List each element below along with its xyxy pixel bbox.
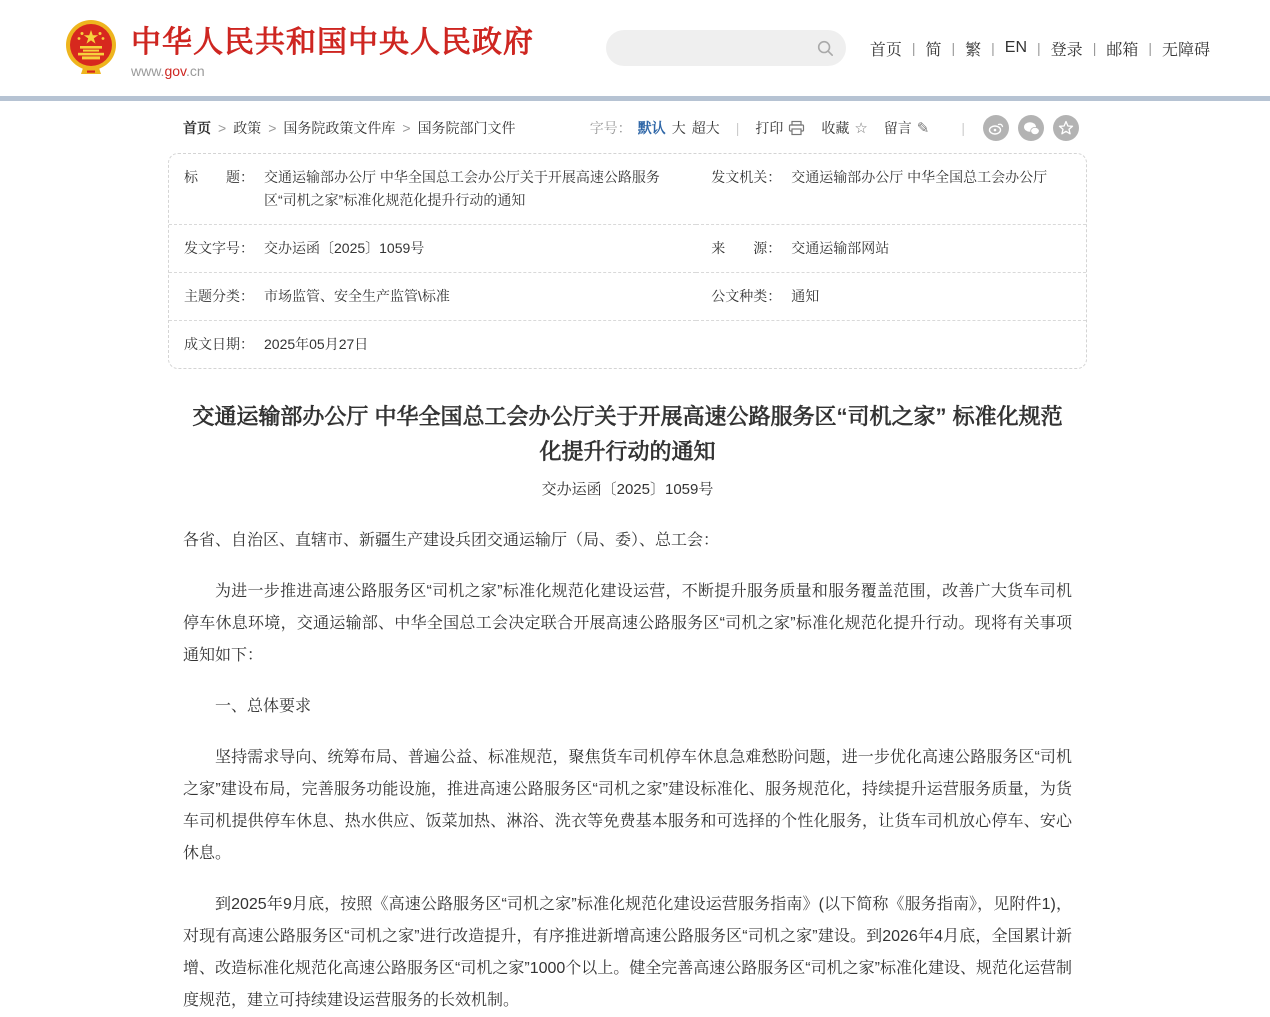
- toolbar-separator: |: [735, 120, 740, 136]
- fontsize-xlarge-button[interactable]: 超大: [691, 120, 720, 136]
- fontsize-label: 字号：: [589, 120, 632, 136]
- site-header: [0, 0, 1270, 96]
- meta-label: 主题分类：: [184, 288, 254, 304]
- top-nav: [870, 37, 1210, 60]
- fontsize-default-button[interactable]: 默认: [637, 120, 666, 136]
- meta-value: 通知: [791, 288, 820, 304]
- paragraph: 为进一步推进高速公路服务区“司机之家”标准化规范化建设运营，不断提升服务质量和服务覆盖范围，改善广大货车司机停车休息环境，交通运输部、中华全国总工会决定联合开展高速公路服务区“司机之家”标准化规范化提升行动。现将有关事项通知如下：: [183, 583, 1072, 664]
- meta-label: 发文字号：: [184, 240, 254, 256]
- search-input[interactable]: [622, 30, 816, 66]
- national-emblem-icon: [65, 18, 117, 78]
- nav-accessibility[interactable]: 无障碍: [1161, 41, 1210, 59]
- meta-row-title: [169, 154, 696, 225]
- breadcrumb-separator: >: [268, 120, 277, 136]
- nav-simplified[interactable]: 简: [925, 41, 942, 59]
- meta-row-doc-type: [696, 273, 1086, 321]
- site-title: 中华人民共和国中央人民政府: [131, 26, 534, 59]
- search-box: [606, 30, 846, 66]
- meta-row-date: [169, 321, 696, 368]
- nav-separator: |: [991, 40, 995, 56]
- share-weibo-button[interactable]: [983, 115, 1009, 141]
- breadcrumb-policy-library[interactable]: 国务院政策文件库: [283, 120, 396, 136]
- nav-mail[interactable]: 邮箱: [1106, 41, 1139, 59]
- meta-value: 交办运函〔2025〕1059号: [264, 240, 425, 256]
- breadcrumb-separator: >: [402, 120, 411, 136]
- section-heading: 一、总体要求: [215, 698, 312, 715]
- document-title: 交通运输部办公厅 中华全国总工会办公厅关于开展高速公路服务区“司机之家” 标准化规范化提升行动的通知: [192, 404, 1063, 464]
- weibo-icon: [988, 120, 1004, 136]
- printer-icon: [788, 120, 805, 136]
- nav-login[interactable]: 登录: [1050, 41, 1083, 59]
- breadcrumb-separator: >: [218, 120, 227, 136]
- meta-row-doc-number: [169, 225, 696, 273]
- meta-label: 标 题：: [184, 169, 254, 185]
- nav-english[interactable]: EN: [1004, 39, 1028, 56]
- breadcrumb-department-docs: 国务院部门文件: [417, 120, 516, 136]
- salutation: 各省、自治区、直辖市、新疆生产建设兵团交通运输厅（局、委）、总工会：: [183, 532, 720, 549]
- paragraph: 到2025年9月底，按照《高速公路服务区“司机之家”标准化规范化建设运营服务指南》(以下简称《服务指南》，见附件1)，对现有高速公路服务区“司机之家”进行改造提升，有序推进新增高速公路服务区“司机之家”建设。到2026年4月底，全国累计新增、改造标准化规范化高速公路服务区“司机之家”1000个以上。健全完善高速公路服务区“司机之家”标准化建设、规范化运营制度规范，建立可持续建设运营服务的长效机制。: [183, 896, 1072, 1009]
- gov-logo[interactable]: [65, 17, 534, 79]
- meta-label: 成文日期：: [184, 336, 254, 352]
- nav-separator: |: [1148, 40, 1152, 56]
- meta-value: 交通运输部办公厅 中华全国总工会办公厅: [791, 169, 1048, 185]
- page-content: [168, 117, 1087, 1017]
- nav-separator: |: [911, 40, 916, 56]
- meta-value: 交通运输部网站: [791, 240, 890, 256]
- meta-row-empty: [696, 321, 1086, 368]
- share-wechat-button[interactable]: [1018, 115, 1044, 141]
- nav-separator: |: [1037, 40, 1041, 56]
- page-toolbar: [590, 115, 1079, 141]
- paragraph: 坚持需求导向、统筹布局、普遍公益、标准规范，聚焦货车司机停车休息急难愁盼问题，进一步优化高速公路服务区“司机之家”建设布局，完善服务功能设施，推进高速公路服务区“司机之家”建设标准化、服务规范化，持续提升运营服务质量，为货车司机提供停车休息、热水供应、饭菜加热、淋浴、洗衣等免费基本服务和可选择的个性化服务，让货车司机放心停车、安心休息。: [183, 749, 1072, 862]
- meta-row-topic-category: [169, 273, 696, 321]
- meta-label: 来 源：: [711, 240, 782, 256]
- document-meta-table: [168, 153, 1087, 369]
- share-favorite-button[interactable]: [1053, 115, 1079, 141]
- circle-star-icon: [1058, 120, 1074, 136]
- search-icon[interactable]: [816, 39, 834, 57]
- meta-value: 交通运输部办公厅 中华全国总工会办公厅关于开展高速公路服务区“司机之家”标准化规范化提升行动的通知: [264, 169, 660, 208]
- site-url: www.gov.cn: [131, 63, 205, 79]
- meta-row-issuing-agency: [696, 154, 1086, 225]
- breadcrumb-home[interactable]: 首页: [183, 120, 211, 136]
- nav-separator: |: [951, 40, 956, 56]
- nav-separator: |: [1092, 40, 1097, 56]
- nav-home[interactable]: 首页: [869, 41, 902, 59]
- share-group: [983, 115, 1079, 141]
- meta-row-source: [696, 225, 1086, 273]
- meta-value: 市场监管、安全生产监管\标准: [264, 288, 450, 304]
- document-number: 交办运函〔2025〕1059号: [541, 481, 714, 498]
- wechat-icon: [1023, 121, 1040, 136]
- document-body: [183, 525, 1072, 1017]
- header-divider: [0, 96, 1270, 101]
- nav-traditional[interactable]: 繁: [965, 41, 982, 59]
- pencil-icon: ✎: [916, 119, 930, 137]
- print-button[interactable]: 打印: [755, 118, 805, 138]
- meta-value: 2025年05月27日: [264, 336, 369, 352]
- toolbar-separator: |: [961, 120, 965, 136]
- collect-button[interactable]: 收藏 ☆: [821, 119, 868, 137]
- star-icon: ☆: [854, 119, 868, 137]
- meta-label: 公文种类：: [711, 288, 782, 304]
- comment-button[interactable]: 留言 ✎: [883, 119, 930, 137]
- breadcrumb: [183, 118, 516, 138]
- breadcrumb-policy[interactable]: 政策: [233, 120, 262, 136]
- fontsize-large-button[interactable]: 大: [671, 120, 686, 136]
- meta-label: 发文机关：: [711, 169, 782, 185]
